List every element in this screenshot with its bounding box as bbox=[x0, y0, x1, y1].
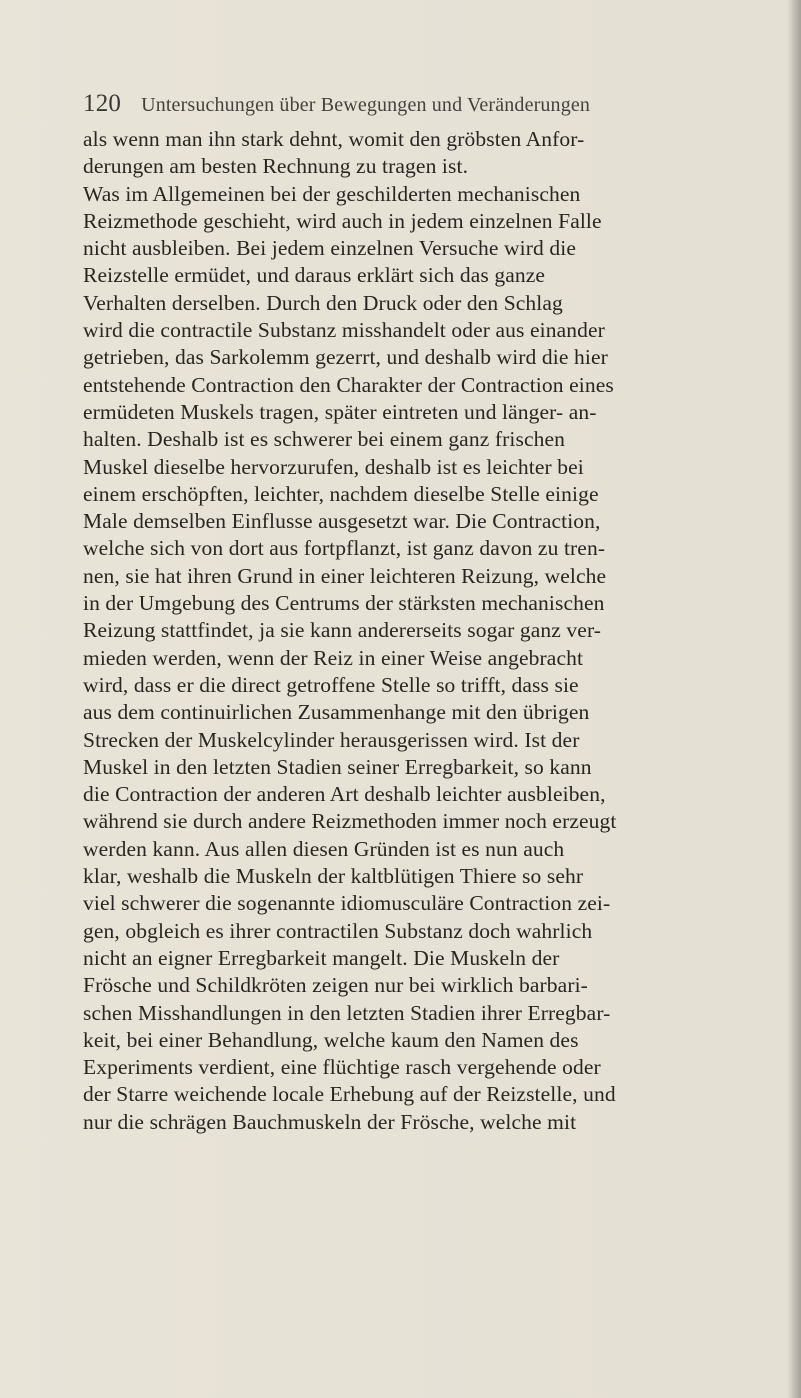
text-line: als wenn man ihn stark dehnt, womit den gröbsten Anfor- bbox=[83, 127, 585, 151]
text-line: welche sich von dort aus fortpflanzt, ist ganz davon zu tren- bbox=[83, 536, 606, 561]
text-line: Male demselben Einflusse ausgesetzt war. Die Contraction, bbox=[83, 509, 601, 534]
text-line: klar, weshalb die Muskeln der kaltblütigen Thiere so sehr bbox=[83, 864, 584, 889]
text-line: Was im Allgemeinen bei der geschilderten mechanischen bbox=[83, 181, 581, 206]
page-header bbox=[83, 90, 590, 118]
text-line: Muskel dieselbe hervorzurufen, deshalb ist es leichter bei bbox=[83, 454, 584, 479]
page-number: 120 bbox=[83, 90, 122, 117]
page-edge-shadow bbox=[787, 0, 801, 1398]
text-line: aus dem continuirlichen Zusammenhange mit den übrigen bbox=[83, 700, 590, 725]
text-line: wird, dass er die direct getroffene Stelle so trifft, dass sie bbox=[83, 672, 579, 697]
text-line: Muskel in den letzten Stadien seiner Erregbarkeit, so kann bbox=[83, 754, 592, 779]
text-line: Reizung stattfindet, ja sie kann andererseits sogar ganz ver- bbox=[83, 618, 602, 643]
text-line: einem erschöpften, leichter, nachdem dieselbe Stelle einige bbox=[83, 481, 599, 506]
text-line: Strecken der Muskelcylinder herausgerissen wird. Ist der bbox=[83, 727, 580, 752]
text-line: der Starre weichende locale Erhebung auf der Reizstelle, und bbox=[83, 1082, 616, 1107]
text-line: Reizmethode geschieht, wird auch in jedem einzelnen Falle bbox=[83, 208, 602, 233]
text-line: während sie durch andere Reizmethoden immer noch erzeugt bbox=[83, 809, 617, 834]
text-line: in der Umgebung des Centrums der stärksten mechanischen bbox=[83, 591, 605, 616]
text-line: Experiments verdient, eine flüchtige rasch vergehende oder bbox=[83, 1055, 601, 1080]
text-line: getrieben, das Sarkolemm gezerrt, und deshalb wird die hier bbox=[83, 345, 608, 370]
text-line: Verhalten derselben. Durch den Druck oder den Schlag bbox=[83, 290, 563, 315]
text-line: schen Misshandlungen in den letzten Stadien ihrer Erregbar- bbox=[83, 1000, 611, 1025]
text-line: die Contraction der anderen Art deshalb leichter ausbleiben, bbox=[83, 782, 606, 807]
text-line: halten. Deshalb ist es schwerer bei einem ganz frischen bbox=[83, 427, 566, 452]
text-line: Reizstelle ermüdet, und daraus erklärt sich das ganze bbox=[83, 263, 546, 288]
text-line: nicht ausbleiben. Bei jedem einzelnen Versuche wird die bbox=[83, 236, 576, 261]
text-line: keit, bei einer Behandlung, welche kaum den Namen des bbox=[83, 1027, 579, 1052]
text-line: werden kann. Aus allen diesen Gründen ist es nun auch bbox=[83, 836, 565, 861]
body-text bbox=[83, 126, 761, 1136]
text-line: derungen am besten Rechnung zu tragen ist. bbox=[83, 154, 469, 179]
text-line: entstehende Contraction den Charakter der Contraction eines bbox=[83, 372, 614, 397]
text-line: nur die schrägen Bauchmuskeln der Frösche, welche mit bbox=[83, 1109, 577, 1134]
text-line: viel schwerer die sogenannte idiomusculäre Contraction zei- bbox=[83, 891, 611, 916]
text-line: mieden werden, wenn der Reiz in einer Weise angebracht bbox=[83, 645, 584, 670]
running-title: Untersuchungen über Bewegungen und Veränderungen bbox=[141, 94, 591, 116]
text-line: wird die contractile Substanz misshandelt oder aus einander bbox=[83, 318, 605, 343]
text-line: gen, obgleich es ihrer contractilen Substanz doch wahrlich bbox=[83, 918, 593, 943]
text-line: Frösche und Schildkröten zeigen nur bei wirklich barbari- bbox=[83, 973, 588, 998]
text-line: nicht an eigner Erregbarkeit mangelt. Die Muskeln der bbox=[83, 945, 560, 970]
text-line: nen, sie hat ihren Grund in einer leichteren Reizung, welche bbox=[83, 563, 607, 588]
text-line: ermüdeten Muskels tragen, später eintreten und länger- an- bbox=[83, 399, 597, 424]
